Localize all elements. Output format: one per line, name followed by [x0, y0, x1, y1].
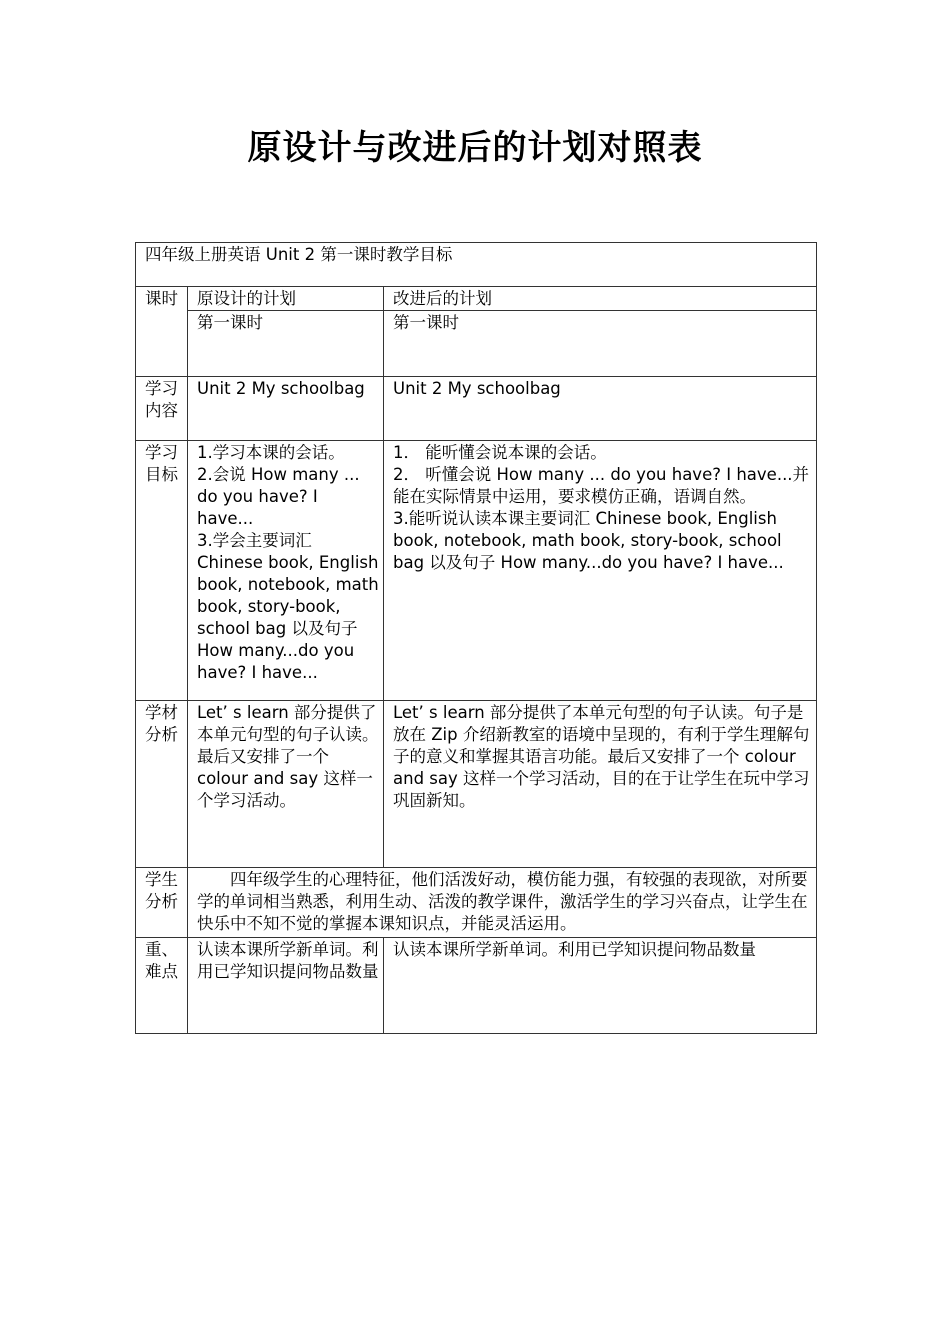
header-row: [136, 287, 817, 311]
original-objective-item: 2.会说 How many ... do you have? I have...: [197, 465, 360, 528]
objectives-label-line1: 学习: [145, 443, 178, 462]
objectives-row: [136, 441, 817, 701]
objectives-label-line2: 目标: [145, 465, 178, 484]
period-row: [136, 311, 817, 377]
table-caption: 四年级上册英语 Unit 2 第一课时教学目标: [136, 243, 817, 287]
improved-plan-header: 改进后的计划: [384, 287, 817, 311]
material-label: [136, 701, 188, 868]
original-key-points: 认读本课所学新单词。利用已学知识提问物品数量: [188, 938, 384, 1034]
period-label: 课时: [136, 287, 188, 377]
material-label-line2: 分析: [145, 725, 178, 744]
improved-material: Let’ s learn 部分提供了本单元句型的句子认读。句子是放在 Zip 介绍新教室的语境中呈现的，有利于学生理解句子的意义和掌握其语言功能。最后又安排了一个 colour and say 这样一个学习活动，目的在于让学生在玩中学习巩固新知。: [384, 701, 817, 868]
key-points-label: [136, 938, 188, 1034]
plan-comparison-table: [135, 242, 817, 1034]
improved-objective-item: 3.能听说认读本课主要词汇 Chinese book, English book, notebook, math book, story-book, school bag 以及句子 How many...do you have? I have...: [393, 509, 784, 572]
original-period: 第一课时: [188, 311, 384, 377]
original-content: Unit 2 My schoolbag: [188, 377, 384, 441]
original-plan-header: 原设计的计划: [188, 287, 384, 311]
improved-objective-item: 2． 听懂会说 How many ... do you have? I have...并能在实际情景中运用，要求模仿正确，语调自然。: [393, 465, 810, 506]
content-label: [136, 377, 188, 441]
improved-content: Unit 2 My schoolbag: [384, 377, 817, 441]
original-objectives: [188, 441, 384, 701]
original-objective-item: 1.学习本课的会话。: [197, 443, 345, 462]
students-label: [136, 868, 188, 938]
students-row: [136, 868, 817, 938]
improved-key-points: 认读本课所学新单词。利用已学知识提问物品数量: [384, 938, 817, 1034]
improved-objective-item: 1． 能听懂会说本课的会话。: [393, 443, 607, 462]
improved-period: 第一课时: [384, 311, 817, 377]
students-analysis: 四年级学生的心理特征，他们活泼好动，模仿能力强，有较强的表现欲，对所要学的单词相当熟悉，利用生动、活泼的教学课件，激活学生的学习兴奋点，让学生在快乐中不知不觉的掌握本课知识点，并能灵活运用。: [188, 868, 817, 938]
students-label-line2: 分析: [145, 892, 178, 911]
objectives-label: [136, 441, 188, 701]
material-row: [136, 701, 817, 868]
original-material: Let’ s learn 部分提供了本单元句型的句子认读。最后又安排了一个 colour and say 这样一个学习活动。: [188, 701, 384, 868]
original-objective-item: 3.学会主要词汇 Chinese book, English book, notebook, math book, story-book, school bag 以及句子 How many...do you have? I have...: [197, 531, 379, 682]
table-caption-row: [136, 243, 817, 287]
content-label-line2: 内容: [145, 401, 178, 420]
content-label-line1: 学习: [145, 379, 178, 398]
key-points-label-line1: 重、: [145, 940, 178, 959]
key-points-label-line2: 难点: [145, 962, 178, 981]
key-points-row: [136, 938, 817, 1034]
students-label-line1: 学生: [145, 870, 178, 889]
content-row: [136, 377, 817, 441]
material-label-line1: 学材: [145, 703, 178, 722]
improved-objectives: [384, 441, 817, 701]
page-title: 原设计与改进后的计划对照表: [247, 128, 703, 168]
